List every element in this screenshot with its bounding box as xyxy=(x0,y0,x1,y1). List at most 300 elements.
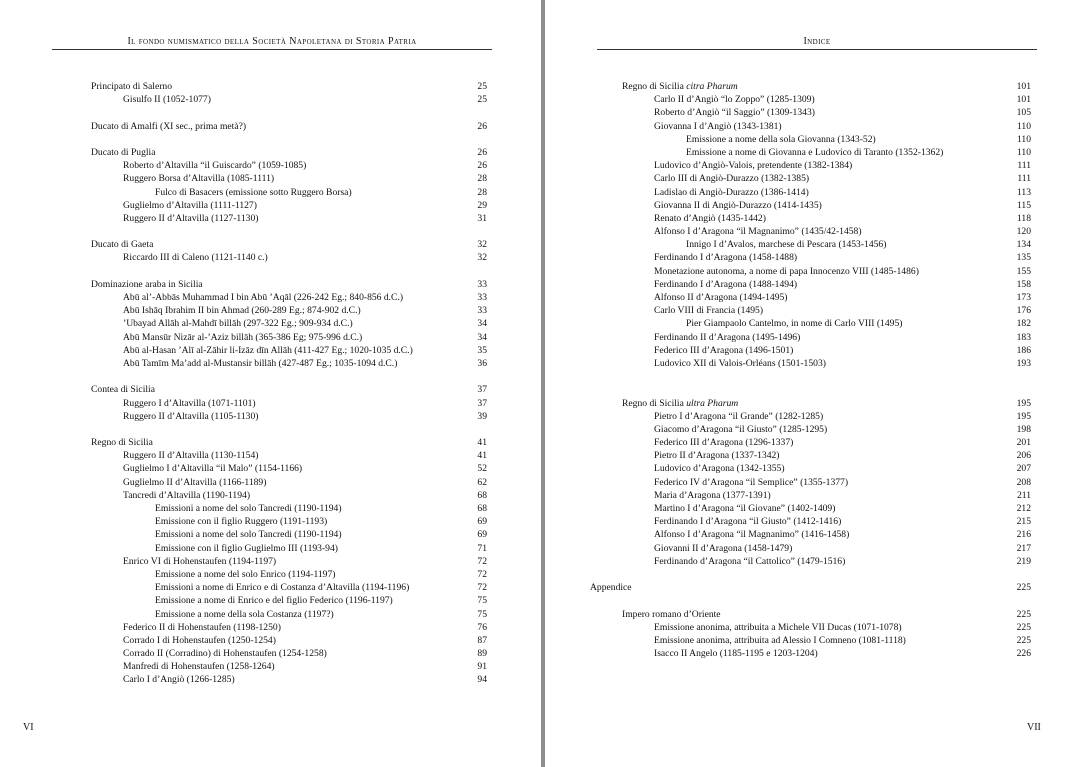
toc-entry-text: Guglielmo I d’Altavilla “il Malo” (1154-1166) xyxy=(123,463,303,475)
toc-entry-text: Abū al’-Abbās Muhammad I bin Abū ’Aqāl (226-242 Eg.; 840-856 d.C.) xyxy=(123,292,404,303)
toc-entry-page-number: 68 xyxy=(477,503,487,514)
toc-entry-text: Federico III d’Aragona (1296-1337) xyxy=(654,437,794,449)
toc-entry-title xyxy=(654,291,787,304)
toc-entry-page-number: 52 xyxy=(477,463,487,475)
toc-entry-title xyxy=(155,568,335,581)
toc-entry xyxy=(635,120,1031,133)
toc-entry-page-number: 72 xyxy=(477,582,487,594)
toc-entry-page-number: 198 xyxy=(1016,423,1031,435)
toc-entry xyxy=(622,80,1031,93)
toc-entry-text: Isacco II Angelo (1185-1195 e 1203-1204) xyxy=(654,648,818,660)
toc-entry xyxy=(91,146,487,159)
toc-entry xyxy=(91,186,487,199)
toc-entry xyxy=(635,93,1031,106)
toc-entry-title xyxy=(654,304,763,317)
toc-entry-page-number: 115 xyxy=(1016,199,1031,211)
toc-entry-page-number: 195 xyxy=(1016,397,1031,409)
toc-entry-page-number: 110 xyxy=(1016,146,1031,158)
toc-entry-text: Appendice xyxy=(590,582,632,594)
toc-entry-title xyxy=(654,225,862,238)
toc-entry-text: Ruggero I d’Altavilla (1071-1101) xyxy=(123,397,256,409)
toc-entry-page-number: 69 xyxy=(477,516,487,528)
toc-entry xyxy=(635,621,1031,634)
toc-entry-text: Guglielmo d’Altavilla (1111-1127) xyxy=(123,199,257,211)
toc-entry-title xyxy=(123,673,235,686)
toc-entry-italic: citra Pharum xyxy=(686,81,738,92)
toc-entry-text: Carlo III di Angiò-Durazzo (1382-1385) xyxy=(654,173,810,185)
toc-entry-text: Carlo I d’Angiò (1266-1285) xyxy=(123,674,235,686)
toc-entry-text: Ferdinando I d’Aragona “il Giusto” (1412-1416) xyxy=(654,516,842,528)
toc-entry-title xyxy=(123,291,403,304)
toc-entry-title xyxy=(590,581,632,594)
toc-entry xyxy=(635,159,1031,172)
toc-entry-title xyxy=(155,528,342,541)
toc-entry-text: Maria d’Aragona (1377-1391) xyxy=(654,489,771,501)
toc-entry-text: Ferdinando d’Aragona “il Cattolico” (1479-1516) xyxy=(654,555,846,567)
toc-entry-title xyxy=(622,80,738,93)
toc-entry-page-number: 26 xyxy=(477,120,487,132)
toc-entry-title xyxy=(123,251,268,264)
toc-entry xyxy=(91,542,487,555)
toc-entry-text: Tancredi d’Altavilla (1190-1194) xyxy=(123,489,251,501)
toc-entry xyxy=(91,357,487,370)
toc-entry-text: Carlo VIII di Francia (1495) xyxy=(654,305,764,317)
toc-entry-title xyxy=(123,489,250,502)
toc-entry-title xyxy=(654,357,826,370)
toc-entry xyxy=(91,410,487,423)
toc-entry xyxy=(91,331,487,344)
toc-entry-title xyxy=(686,146,943,159)
toc-entry xyxy=(635,436,1031,449)
toc-entry xyxy=(91,436,487,449)
toc-entry-page-number: 120 xyxy=(1016,226,1031,238)
toc-entry-title xyxy=(654,647,818,660)
toc-entry xyxy=(91,344,487,357)
toc-entry-page-number: 39 xyxy=(477,410,487,422)
toc-entry-page-number: 217 xyxy=(1016,542,1031,554)
toc-entry xyxy=(635,251,1031,264)
left-page xyxy=(0,0,541,767)
toc-entry xyxy=(635,449,1031,462)
toc-entry-title xyxy=(654,159,852,172)
toc-entry-title xyxy=(123,357,397,370)
toc-entry-text: Emissione anonima, attribuita a Michele VII Ducas (1071-1078) xyxy=(654,621,902,633)
toc-entry xyxy=(635,146,1031,159)
toc-entry-page-number: 212 xyxy=(1016,503,1031,514)
toc-entry-title xyxy=(123,621,281,634)
toc-entry-page-number: 41 xyxy=(477,437,487,449)
toc-entry-text: Corrado II (Corradino) di Hohenstaufen (1254-1258) xyxy=(123,648,327,660)
toc-entry-text: Roberto d’Altavilla “il Guiscardo” (1059-1085) xyxy=(123,160,307,172)
toc-entry-page-number: 183 xyxy=(1016,331,1031,343)
toc-entry-title xyxy=(91,146,155,159)
toc-entry-text: Emissione con il figlio Guglielmo III (1193-94) xyxy=(155,542,338,554)
toc-entry-page-number: 26 xyxy=(477,146,487,158)
toc-entry-text: Abū Tamīm Ma’add al-Mustansir billāh (427-487 Eg.; 1035-1094 d.C.) xyxy=(123,357,398,369)
running-head-text: Il fondo numismatico della Società Napoletana di Storia Patria xyxy=(127,36,417,47)
toc-entry-italic: ultra Pharum xyxy=(686,397,739,409)
toc-entry-text: Regno di Sicilia xyxy=(91,437,153,449)
toc-entry-text: Ruggero II d’Altavilla (1105-1130) xyxy=(123,410,259,422)
toc-entry-title xyxy=(123,317,353,330)
running-head xyxy=(52,36,492,50)
toc-entry-title xyxy=(91,436,153,449)
toc-entry-title xyxy=(91,120,246,133)
toc-entry xyxy=(91,317,487,330)
toc-entry xyxy=(635,133,1031,146)
toc-entry-title xyxy=(654,542,792,555)
toc-entry-page-number: 72 xyxy=(477,568,487,580)
toc-entry xyxy=(635,344,1031,357)
toc-entry-page-number: 68 xyxy=(477,489,487,501)
toc-entry xyxy=(91,251,487,264)
toc-entry xyxy=(91,397,487,410)
toc-entry-title xyxy=(123,647,327,660)
toc-entry-title xyxy=(155,594,393,607)
toc-entry-text: Giovanna II di Angiò-Durazzo (1414-1435) xyxy=(654,199,822,211)
toc-entry-title xyxy=(155,581,409,594)
toc-entry-title xyxy=(123,476,266,489)
toc-entry-title xyxy=(91,278,203,291)
toc-entry-title xyxy=(123,462,302,475)
toc-entry-text: Fulco di Basacers (emissione sotto Ruggero Borsa) xyxy=(155,186,352,198)
toc-entry xyxy=(91,383,487,396)
toc-entry-page-number: 76 xyxy=(477,621,487,633)
toc-entry xyxy=(635,647,1031,660)
toc-entry-page-number: 206 xyxy=(1016,450,1031,462)
table-of-contents xyxy=(590,80,1031,660)
toc-entry-page-number: 89 xyxy=(477,648,487,660)
toc-entry-page-number: 101 xyxy=(1016,81,1031,92)
toc-entry-text: Ludovico d’Aragona (1342-1355) xyxy=(654,463,785,475)
toc-entry-title xyxy=(155,515,327,528)
toc-entry-text: Alfonso II d’Aragona (1494-1495) xyxy=(654,292,788,303)
toc-entry-page-number: 87 xyxy=(477,634,487,646)
toc-entry-text: Corrado I di Hohenstaufen (1250-1254) xyxy=(123,634,276,646)
toc-entry xyxy=(91,278,487,291)
toc-entry-title xyxy=(155,608,334,621)
toc-entry-text: Ruggero II d’Altavilla (1127-1130) xyxy=(123,212,259,224)
toc-entry-text: Renato d’Angiò (1435-1442) xyxy=(654,212,766,224)
toc-entry-title xyxy=(123,172,274,185)
toc-entry-title xyxy=(654,634,906,647)
toc-entry xyxy=(635,304,1031,317)
toc-entry xyxy=(635,528,1031,541)
toc-entry xyxy=(635,278,1031,291)
toc-entry-title xyxy=(123,304,361,317)
toc-entry-page-number: 225 xyxy=(1016,608,1031,620)
right-page xyxy=(545,0,1087,767)
toc-entry xyxy=(91,159,487,172)
toc-entry xyxy=(91,80,487,93)
toc-entry-title xyxy=(123,449,258,462)
toc-entry-page-number: 105 xyxy=(1016,107,1031,119)
toc-entry xyxy=(635,542,1031,555)
toc-entry-text: Emissione con il figlio Ruggero (1191-1193) xyxy=(155,516,328,528)
toc-entry xyxy=(91,515,487,528)
toc-entry-text: Giacomo d’Aragona “il Giusto” (1285-1295) xyxy=(654,423,828,435)
toc-entry xyxy=(91,199,487,212)
toc-entry-title xyxy=(654,212,766,225)
toc-entry-title xyxy=(654,555,845,568)
toc-entry-page-number: 101 xyxy=(1016,94,1031,106)
toc-entry-page-number: 71 xyxy=(477,542,487,554)
toc-entry-page-number: 34 xyxy=(477,331,487,343)
toc-entry-text: Regno di Sicilia xyxy=(622,397,687,409)
toc-entry-text: Martino I d’Aragona “il Giovane” (1402-1409) xyxy=(654,503,836,514)
toc-entry-text: Emissione anonima, attribuita ad Alessio I Comneno (1081-1118) xyxy=(654,634,906,646)
toc-entry-title xyxy=(654,502,835,515)
toc-entry-text: Emissione a nome del solo Enrico (1194-1197) xyxy=(155,568,336,580)
toc-entry-title xyxy=(654,462,785,475)
toc-entry xyxy=(635,265,1031,278)
toc-entry xyxy=(635,291,1031,304)
toc-entry-page-number: 226 xyxy=(1016,648,1031,660)
toc-entry xyxy=(622,608,1031,621)
toc-entry xyxy=(635,357,1031,370)
toc-entry xyxy=(91,212,487,225)
toc-entry-title xyxy=(155,186,352,199)
toc-spacer xyxy=(91,225,487,238)
toc-entry-title xyxy=(686,238,886,251)
toc-entry-page-number: 219 xyxy=(1016,555,1031,567)
toc-entry-page-number: 195 xyxy=(1016,410,1031,422)
toc-entry-page-number: 29 xyxy=(477,199,487,211)
toc-entry-text: Giovanna I d’Angiò (1343-1381) xyxy=(654,120,782,132)
toc-entry xyxy=(635,476,1031,489)
toc-entry xyxy=(590,581,1031,594)
toc-spacer xyxy=(635,370,1031,383)
toc-entry-page-number: 155 xyxy=(1016,265,1031,277)
toc-entry-text: Ducato di Amalfi (XI sec., prima metà?) xyxy=(91,120,247,132)
toc-entry-title xyxy=(654,528,849,541)
toc-entry xyxy=(91,238,487,251)
toc-entry-page-number: 35 xyxy=(477,344,487,356)
toc-entry-title xyxy=(123,93,211,106)
toc-entry-title xyxy=(123,555,276,568)
toc-entry-text: Ducato di Puglia xyxy=(91,146,156,158)
toc-entry xyxy=(635,225,1031,238)
toc-entry-page-number: 134 xyxy=(1016,239,1031,251)
toc-entry-page-number: 158 xyxy=(1016,278,1031,290)
toc-entry-page-number: 225 xyxy=(1016,621,1031,633)
toc-entry-title xyxy=(654,199,822,212)
toc-entry-page-number: 69 xyxy=(477,529,487,541)
toc-entry xyxy=(635,317,1031,330)
toc-entry-text: Carlo II d’Angiò “lo Zoppo” (1285-1309) xyxy=(654,94,815,106)
toc-entry-title xyxy=(654,120,782,133)
toc-entry-text: Emissione a nome della sola Giovanna (1343-52) xyxy=(686,133,876,145)
toc-entry xyxy=(91,647,487,660)
toc-entry-page-number: 211 xyxy=(1016,489,1031,501)
toc-entry-title xyxy=(654,449,779,462)
toc-entry-page-number: 225 xyxy=(1016,582,1031,594)
toc-entry-page-number: 94 xyxy=(477,674,487,686)
toc-entry-text: Emissione a nome di Enrico e del figlio Federico (1196-1197) xyxy=(155,595,393,607)
toc-entry-text: Ducato di Gaeta xyxy=(91,239,154,251)
toc-entry-title xyxy=(654,410,823,423)
toc-entry-page-number: 37 xyxy=(477,397,487,409)
toc-entry-text: Contea di Sicilia xyxy=(91,384,155,396)
toc-entry-text: Pietro II d’Aragona (1337-1342) xyxy=(654,450,780,462)
toc-entry-page-number: 32 xyxy=(477,252,487,264)
toc-entry xyxy=(91,528,487,541)
toc-entry xyxy=(91,555,487,568)
toc-entry-text: Innigo I d’Avalos, marchese di Pescara (1453-1456) xyxy=(686,239,887,251)
toc-entry xyxy=(91,608,487,621)
toc-entry-title xyxy=(622,397,738,410)
toc-entry-text: Roberto d’Angiò “il Saggio” (1309-1343) xyxy=(654,107,815,119)
toc-entry-page-number: 37 xyxy=(477,384,487,396)
toc-entry xyxy=(91,634,487,647)
toc-entry-page-number: 135 xyxy=(1016,252,1031,264)
toc-spacer xyxy=(91,265,487,278)
toc-entry-text: Gisulfo II (1052-1077) xyxy=(123,94,211,106)
toc-entry-title xyxy=(91,80,172,93)
toc-entry xyxy=(91,291,487,304)
toc-entry xyxy=(635,106,1031,119)
toc-entry xyxy=(635,502,1031,515)
toc-entry-page-number: 62 xyxy=(477,476,487,488)
toc-entry-page-number: 118 xyxy=(1016,212,1031,224)
toc-entry-title xyxy=(123,212,258,225)
toc-entry-title xyxy=(123,634,276,647)
toc-entry-title xyxy=(654,436,793,449)
toc-entry-title xyxy=(654,172,809,185)
toc-entry-text: Alfonso I d’Aragona “il Magnanimo” (1435/42-1458) xyxy=(654,226,862,238)
toc-entry xyxy=(635,331,1031,344)
toc-entry-page-number: 208 xyxy=(1016,476,1031,488)
toc-entry-text: Federico II di Hohenstaufen (1198-1250) xyxy=(123,621,281,633)
toc-entry-page-number: 75 xyxy=(477,595,487,607)
toc-entry-page-number: 33 xyxy=(477,278,487,290)
toc-entry-text: Emissioni a nome del solo Tancredi (1190-1194) xyxy=(155,503,342,514)
toc-spacer xyxy=(635,383,1031,396)
toc-entry-page-number: 91 xyxy=(477,661,487,673)
toc-entry xyxy=(91,172,487,185)
page-number: VII xyxy=(1027,722,1041,733)
running-head-text: Indice xyxy=(803,36,831,47)
toc-entry-text: Guglielmo II d’Altavilla (1166-1189) xyxy=(123,476,267,488)
toc-entry-title xyxy=(654,344,793,357)
toc-entry-page-number: 173 xyxy=(1016,292,1031,303)
toc-entry-page-number: 32 xyxy=(477,239,487,251)
toc-entry-text: Ruggero II d’Altavilla (1130-1154) xyxy=(123,450,259,462)
toc-entry xyxy=(635,634,1031,647)
toc-entry-text: Riccardo III di Caleno (1121-1140 c.) xyxy=(123,252,268,264)
page-number: VI xyxy=(23,722,34,733)
toc-spacer xyxy=(91,370,487,383)
toc-entry-title xyxy=(654,621,902,634)
toc-entry-text: Monetazione autonoma, a nome di papa Innocenzo VIII (1485-1486) xyxy=(654,265,919,277)
toc-entry xyxy=(635,238,1031,251)
toc-entry-page-number: 216 xyxy=(1016,529,1031,541)
toc-entry-text: Ladislao di Angiò-Durazzo (1386-1414) xyxy=(654,186,809,198)
toc-entry-title xyxy=(654,476,848,489)
toc-spacer xyxy=(91,423,487,436)
toc-entry-text: Manfredi di Hohenstaufen (1258-1264) xyxy=(123,661,275,673)
toc-entry-title xyxy=(686,133,876,146)
toc-entry-title xyxy=(654,515,841,528)
toc-entry-text: Abū Ishāq Ibrahim II bin Ahmad (260-289 Eg.; 874-902 d.C.) xyxy=(123,305,361,317)
toc-entry-page-number: 110 xyxy=(1016,133,1031,145)
toc-entry xyxy=(91,581,487,594)
toc-entry-title xyxy=(654,251,797,264)
toc-entry xyxy=(635,410,1031,423)
toc-spacer xyxy=(91,133,487,146)
toc-entry-page-number: 207 xyxy=(1016,463,1031,475)
toc-entry-text: ’Ubayad Allāh al-Mahdī billāh (297-322 Eg.; 909-934 d.C.) xyxy=(123,318,353,330)
toc-entry-text: Abū Mansūr Nizār al-’Aziz billāh (365-386 Eg; 975-996 d.C.) xyxy=(123,331,363,343)
toc-entry-title xyxy=(123,344,413,357)
toc-entry xyxy=(91,476,487,489)
toc-entry-page-number: 215 xyxy=(1016,516,1031,528)
toc-entry-page-number: 75 xyxy=(477,608,487,620)
toc-entry-page-number: 28 xyxy=(477,186,487,198)
toc-entry-page-number: 225 xyxy=(1016,634,1031,646)
toc-entry-title xyxy=(123,660,275,673)
toc-entry-text: Giovanni II d’Aragona (1458-1479) xyxy=(654,542,793,554)
toc-entry-text: Ludovico d’Angiò-Valois, pretendente (1382-1384) xyxy=(654,160,853,172)
toc-entry xyxy=(91,120,487,133)
toc-entry-title xyxy=(622,608,721,621)
toc-entry-page-number: 41 xyxy=(477,450,487,462)
toc-entry-text: Federico IV d’Aragona “il Semplice” (1355-1377) xyxy=(654,476,849,488)
toc-entry-text: Ferdinando II d’Aragona (1495-1496) xyxy=(654,331,801,343)
toc-entry-title xyxy=(123,331,362,344)
toc-entry xyxy=(635,555,1031,568)
toc-entry xyxy=(91,568,487,581)
toc-entry xyxy=(91,489,487,502)
toc-entry-page-number: 26 xyxy=(477,160,487,172)
toc-entry-page-number: 33 xyxy=(477,292,487,303)
toc-entry-text: Ruggero Borsa d’Altavilla (1085-1111) xyxy=(123,173,275,185)
toc-entry xyxy=(635,199,1031,212)
toc-entry xyxy=(91,660,487,673)
toc-entry xyxy=(91,93,487,106)
toc-entry xyxy=(91,673,487,686)
toc-entry-title xyxy=(155,502,342,515)
toc-entry-title xyxy=(654,423,827,436)
toc-entry-title xyxy=(686,317,902,330)
toc-entry-page-number: 110 xyxy=(1016,120,1031,132)
table-of-contents xyxy=(91,80,487,687)
toc-entry-text: Ferdinando I d’Aragona (1488-1494) xyxy=(654,278,798,290)
toc-entry-page-number: 111 xyxy=(1017,173,1031,185)
toc-entry-page-number: 33 xyxy=(477,305,487,317)
toc-entry-page-number: 28 xyxy=(477,173,487,185)
toc-entry-text: Emissione a nome di Giovanna e Ludovico di Taranto (1352-1362) xyxy=(686,146,944,158)
toc-entry-page-number: 34 xyxy=(477,318,487,330)
toc-entry-text: Federico III d’Aragona (1496-1501) xyxy=(654,344,794,356)
toc-entry-title xyxy=(123,159,306,172)
toc-entry-text: Abū al-Hasan ’Alī al-Zāhir li-Izāz dīn Allāh (411-427 Eg.; 1020-1035 d.C.) xyxy=(123,344,413,356)
toc-entry-page-number: 111 xyxy=(1017,160,1031,172)
toc-entry-text: Alfonso I d’Aragona “il Magnanimo” (1416-1458) xyxy=(654,529,850,541)
toc-entry xyxy=(91,449,487,462)
toc-entry-title xyxy=(123,410,258,423)
toc-entry-text: Pietro I d’Aragona “il Grande” (1282-1285) xyxy=(654,410,824,422)
toc-entry-page-number: 25 xyxy=(477,94,487,106)
toc-entry-page-number: 72 xyxy=(477,555,487,567)
toc-entry xyxy=(91,502,487,515)
toc-entry xyxy=(635,462,1031,475)
toc-entry-page-number: 36 xyxy=(477,357,487,369)
toc-entry xyxy=(635,172,1031,185)
toc-entry-title xyxy=(654,93,815,106)
toc-entry-page-number: 201 xyxy=(1016,437,1031,449)
toc-spacer xyxy=(91,106,487,119)
